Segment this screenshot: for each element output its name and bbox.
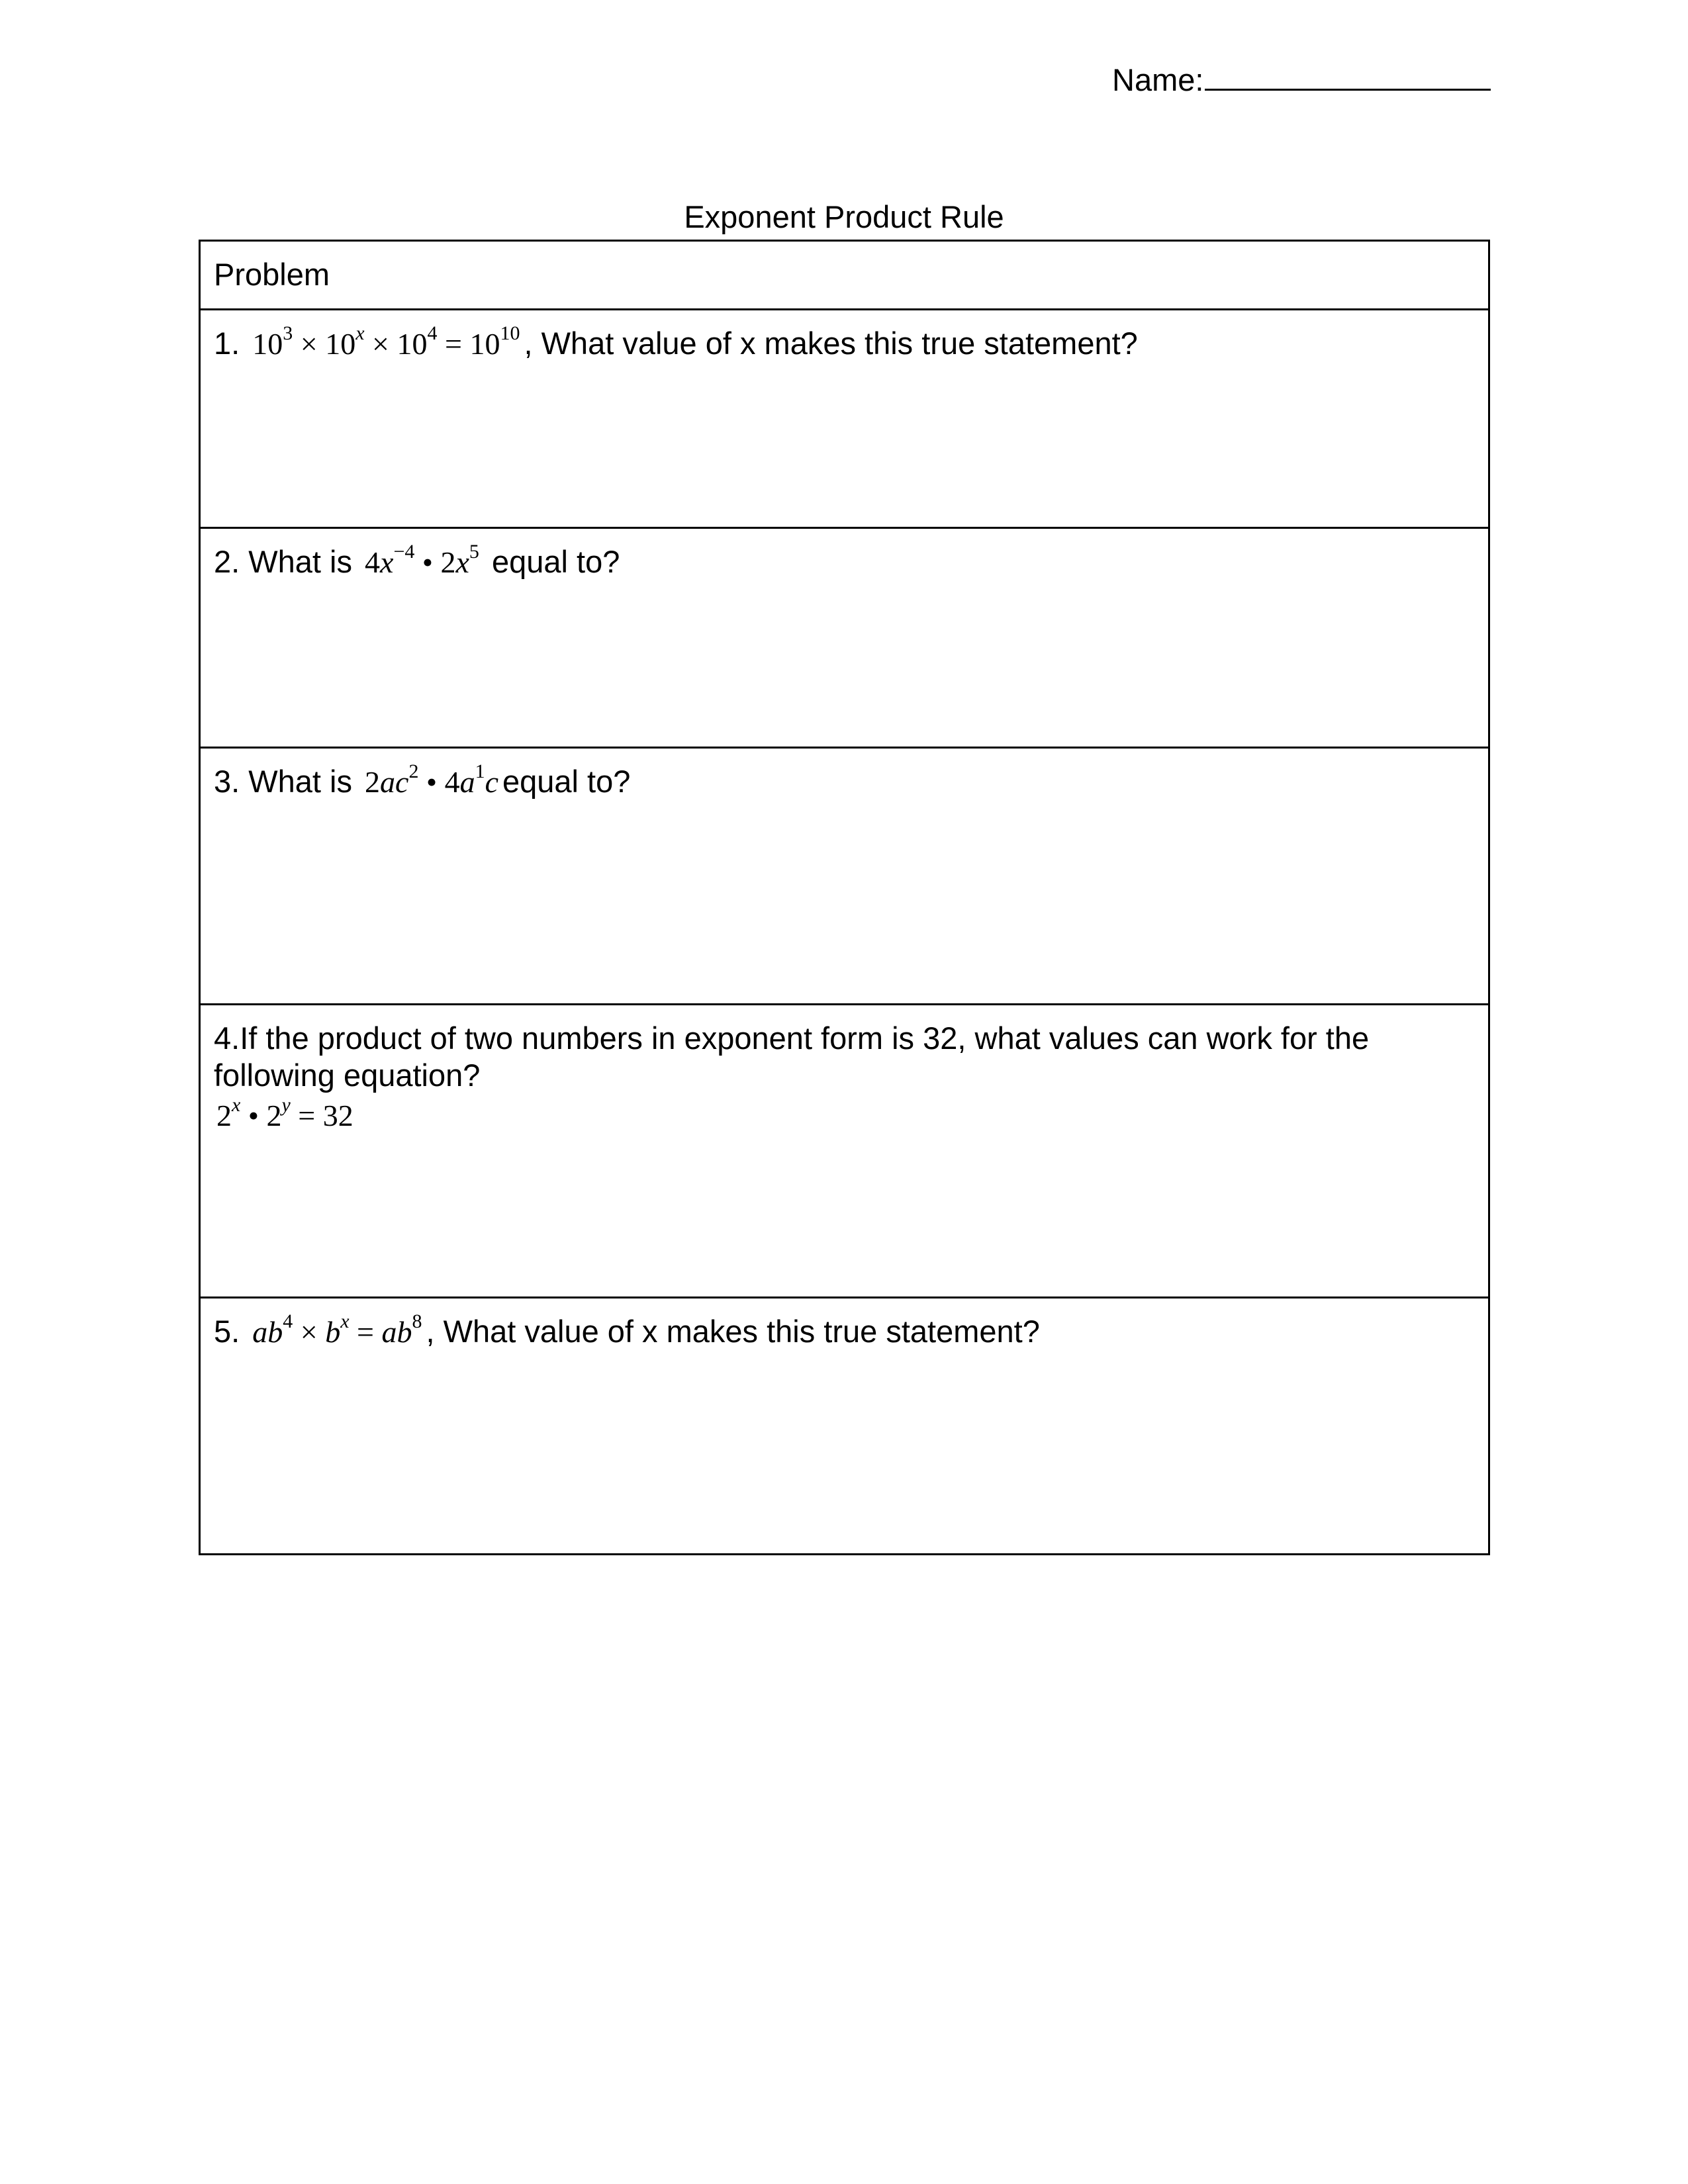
table-row (200, 528, 1489, 748)
problem-number: 1. (214, 326, 240, 361)
problem-2-prefix: What is (248, 544, 352, 579)
problem-2-text: equal to? (491, 544, 620, 579)
problem-2-expression: $4x^{-4}$ • $2x^5$ (365, 540, 479, 579)
problem-number: 4. (214, 1021, 240, 1056)
problem-table (199, 240, 1490, 1555)
table-row (200, 748, 1489, 1005)
problem-number: 3. (214, 764, 240, 799)
problem-number: 5. (214, 1314, 240, 1349)
table-row (200, 1005, 1489, 1298)
problem-5[interactable] (200, 1298, 1489, 1555)
problem-3-text: equal to? (502, 764, 631, 799)
column-header-problem: Problem (200, 241, 1489, 310)
problem-3-expression: $2ac^2$ • $4a^1c$ (365, 760, 498, 799)
problem-2[interactable] (200, 528, 1489, 748)
problem-1-text: , What value of x makes this true statement? (524, 326, 1138, 361)
problem-5-equation: $ab^4 \times b^x = ab^8$ (252, 1310, 422, 1349)
page-title: Exponent Product Rule (684, 199, 1004, 234)
problem-1[interactable] (200, 310, 1489, 528)
problem-3-prefix: What is (248, 764, 352, 799)
table-row (200, 1298, 1489, 1555)
problem-4-text: If the product of two numbers in exponent form is 32, what values can work for the following equation? (214, 1021, 1370, 1093)
problem-4-equation: 2$^x$ • 2$^y$ = 32 (216, 1093, 353, 1132)
problem-1-equation: $10^3 \times 10^x \times 10^4 = 10^{10}$ (252, 322, 520, 361)
problem-3[interactable] (200, 748, 1489, 1005)
name-blank-line[interactable] (1205, 53, 1491, 91)
problem-5-text: , What value of x makes this true statement? (426, 1314, 1040, 1349)
table-header-row (200, 241, 1489, 310)
name-field[interactable] (1112, 53, 1491, 102)
problem-number: 2. (214, 544, 240, 579)
name-label: Name: (1112, 62, 1204, 97)
table-row (200, 310, 1489, 528)
problem-4[interactable] (200, 1005, 1489, 1298)
